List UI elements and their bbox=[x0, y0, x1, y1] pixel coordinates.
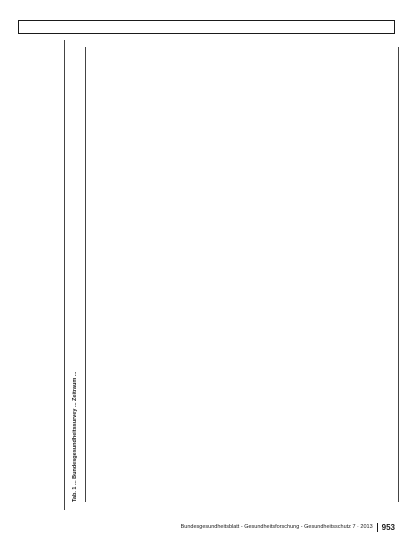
publication-info: Bundesgesundheitsblatt - Gesundheitsforschung - Gesundheitsschutz 7 · 2013 bbox=[180, 524, 373, 530]
rotated-table-content bbox=[65, 40, 404, 510]
page-footer bbox=[150, 521, 395, 533]
rotated-table-page bbox=[64, 40, 404, 510]
data-table bbox=[85, 47, 399, 502]
running-header-frame bbox=[18, 20, 395, 34]
page-number: 953 bbox=[381, 522, 395, 532]
table-caption: Tab. 1 ... Bundesgesundheitssurvey ... Zeitraum ... bbox=[72, 371, 78, 502]
footer-divider bbox=[377, 523, 378, 532]
